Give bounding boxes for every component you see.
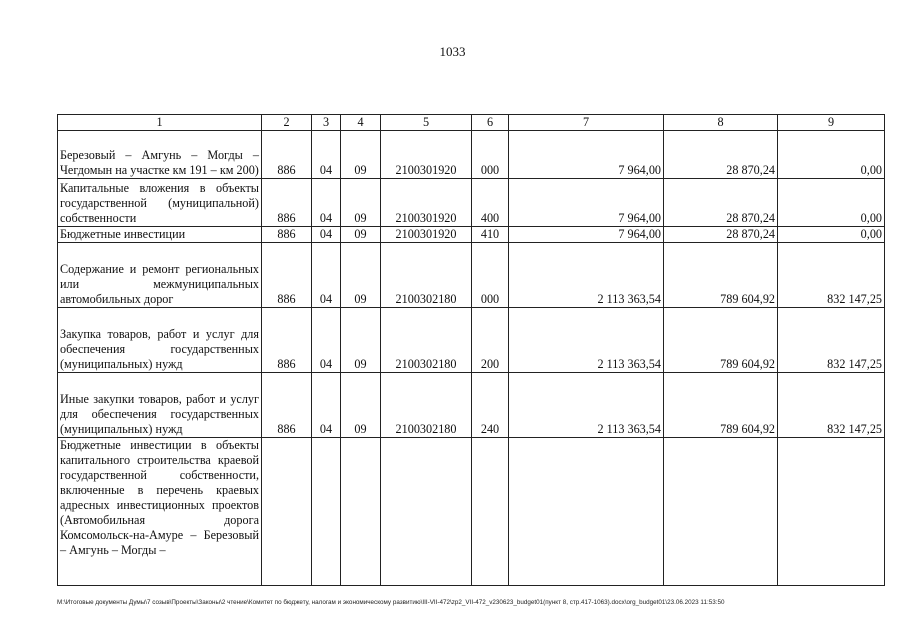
target-code: 2100301920	[381, 179, 472, 227]
amount-col9: 832 147,25	[778, 243, 885, 308]
row-name: Бюджетные инвестиции	[58, 227, 262, 243]
expense-type-code: 000	[472, 243, 509, 308]
header-cell: 8	[664, 115, 778, 131]
amount-col7: 2 113 363,54	[509, 373, 664, 438]
table-row	[58, 227, 885, 243]
section-code: 04	[312, 308, 341, 373]
section-code: 04	[312, 179, 341, 227]
admin-code: 886	[262, 308, 312, 373]
amount-col8: 28 870,24	[664, 179, 778, 227]
amount-col9: 832 147,25	[778, 308, 885, 373]
amount-col7: 2 113 363,54	[509, 308, 664, 373]
amount-col7	[509, 438, 664, 586]
amount-col7: 7 964,00	[509, 227, 664, 243]
section-code: 04	[312, 227, 341, 243]
amount-col7: 7 964,00	[509, 131, 664, 179]
amount-col9: 832 147,25	[778, 373, 885, 438]
header-cell: 7	[509, 115, 664, 131]
row-name: Капитальные вложения в объекты государственной (муниципальной) собственности	[58, 179, 262, 227]
subsection-code: 09	[341, 179, 381, 227]
expense-type-code: 200	[472, 308, 509, 373]
row-name: Березовый – Амгунь – Могды – Чегдомын на участке км 191 – км 200)	[58, 131, 262, 179]
section-code	[312, 438, 341, 586]
target-code	[381, 438, 472, 586]
admin-code: 886	[262, 131, 312, 179]
header-cell: 6	[472, 115, 509, 131]
section-code: 04	[312, 243, 341, 308]
admin-code: 886	[262, 227, 312, 243]
subsection-code: 09	[341, 308, 381, 373]
amount-col9: 0,00	[778, 227, 885, 243]
amount-col8: 789 604,92	[664, 373, 778, 438]
expense-type-code: 000	[472, 131, 509, 179]
target-code: 2100302180	[381, 308, 472, 373]
amount-col8: 28 870,24	[664, 131, 778, 179]
target-code: 2100301920	[381, 131, 472, 179]
header-cell: 1	[58, 115, 262, 131]
target-code: 2100302180	[381, 373, 472, 438]
row-name: Закупка товаров, работ и услуг для обеспечения государственных (муниципальных) нужд	[58, 308, 262, 373]
amount-col7: 7 964,00	[509, 179, 664, 227]
section-code: 04	[312, 373, 341, 438]
row-name: Содержание и ремонт региональных или межмуниципальных автомобильных дорог	[58, 243, 262, 308]
amount-col8: 789 604,92	[664, 308, 778, 373]
amount-col8	[664, 438, 778, 586]
header-cell: 2	[262, 115, 312, 131]
table-row	[58, 179, 885, 227]
expense-type-code: 410	[472, 227, 509, 243]
header-cell: 3	[312, 115, 341, 131]
header-cell: 4	[341, 115, 381, 131]
header-cell: 9	[778, 115, 885, 131]
amount-col8: 28 870,24	[664, 227, 778, 243]
amount-col9	[778, 438, 885, 586]
target-code: 2100302180	[381, 243, 472, 308]
page-number: 1033	[439, 44, 466, 59]
subsection-code: 09	[341, 131, 381, 179]
budget-table	[57, 114, 885, 586]
expense-type-code	[472, 438, 509, 586]
table-row	[58, 131, 885, 179]
table-row	[58, 438, 885, 586]
header-row	[58, 115, 885, 131]
section-code: 04	[312, 131, 341, 179]
amount-col7: 2 113 363,54	[509, 243, 664, 308]
amount-col8: 789 604,92	[664, 243, 778, 308]
admin-code: 886	[262, 373, 312, 438]
amount-col9: 0,00	[778, 179, 885, 227]
document-path-footer: M:\Итоговые документы Думы\7 созыв\Проекты\Законы\2 чтение\Комитет по бюджету, налогам и экономическому развитию\III-VII-472\zp2_VII-472_v230623_budget01(пункт 8, стр.417-1063).docx\org_budget01\23.06.2023 11:53:50	[57, 599, 725, 606]
expense-type-code: 400	[472, 179, 509, 227]
subsection-code: 09	[341, 243, 381, 308]
admin-code: 886	[262, 243, 312, 308]
subsection-code: 09	[341, 373, 381, 438]
row-name: Бюджетные инвестиции в объекты капитального строительства краевой государственной собственности, включенные в перечень краевых адресных инвестиционных проектов (Автомобильная дорога Комсомольск-на-Амуре – Березовый – Амгунь – Могды –	[58, 438, 262, 586]
subsection-code	[341, 438, 381, 586]
row-name: Иные закупки товаров, работ и услуг для обеспечения государственных (муниципальных) нужд	[58, 373, 262, 438]
table-row	[58, 373, 885, 438]
target-code: 2100301920	[381, 227, 472, 243]
table-row	[58, 308, 885, 373]
expense-type-code: 240	[472, 373, 509, 438]
header-cell: 5	[381, 115, 472, 131]
admin-code	[262, 438, 312, 586]
admin-code: 886	[262, 179, 312, 227]
amount-col9: 0,00	[778, 131, 885, 179]
subsection-code: 09	[341, 227, 381, 243]
table-row	[58, 243, 885, 308]
